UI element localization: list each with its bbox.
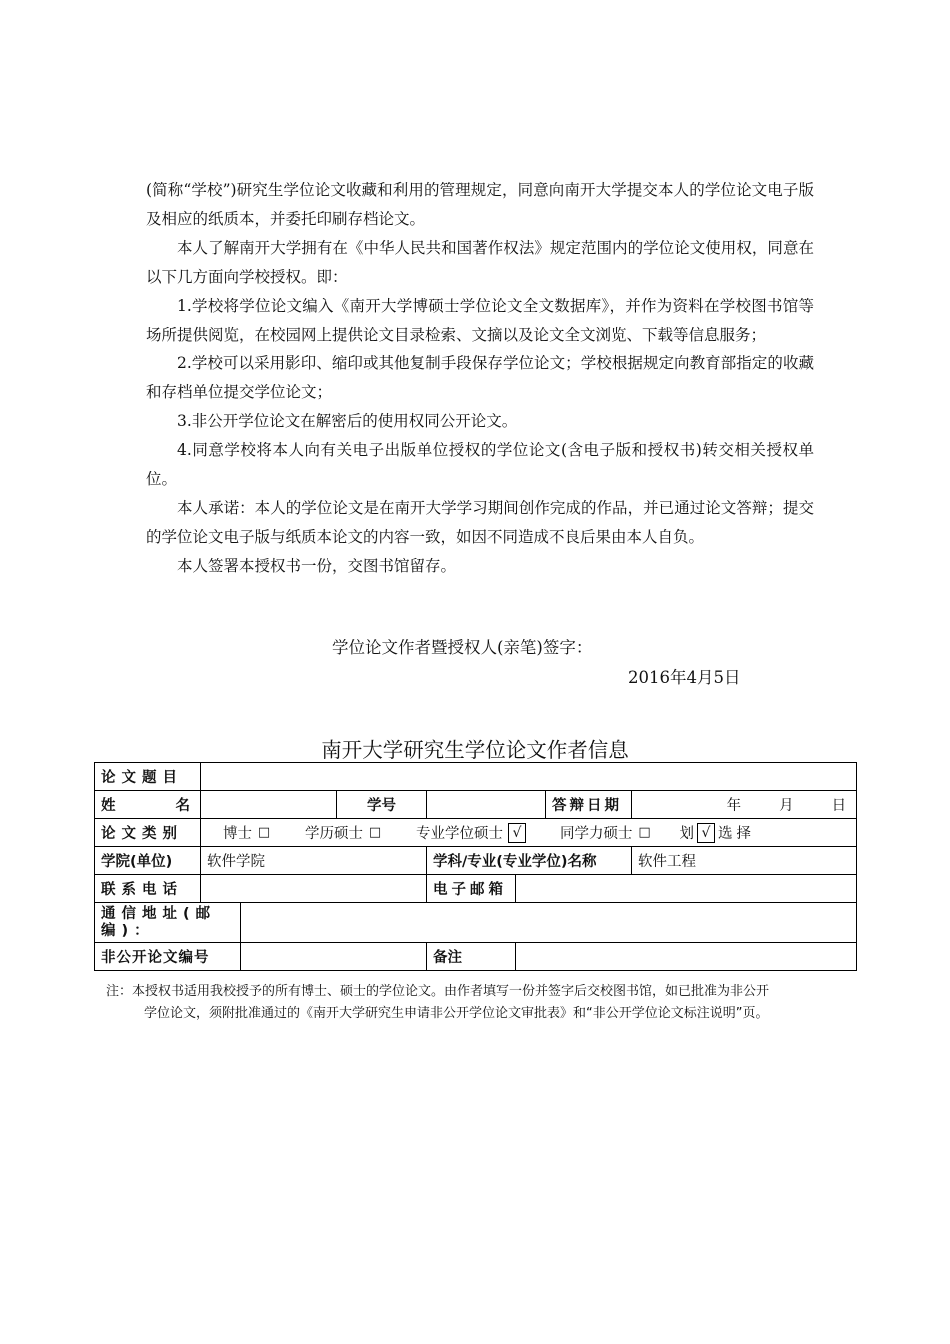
table-row	[95, 943, 857, 971]
option-equivalent[interactable]	[560, 822, 652, 843]
major-label: 学科/专业(专业学位)名称	[427, 847, 632, 875]
name-label	[95, 791, 201, 819]
paragraph: 本人了解南开大学拥有在《中华人民共和国著作权法》规定范围内的学位论文使用权，同意在以下几方面向学校授权。即：	[146, 238, 814, 286]
footnote-line-1: 注：本授权书适用我校授予的所有博士、硕士的学位论文。由作者填写一份并签字后交校图书馆，如已批准为非公开	[106, 984, 770, 999]
table-row	[95, 847, 857, 875]
remark-label: 备注	[427, 943, 516, 971]
instruction-part-2: 选择	[718, 826, 755, 842]
check-sample-icon: √	[697, 823, 715, 843]
checkbox-phd[interactable]: □	[257, 824, 271, 840]
checkbox-master[interactable]: □	[368, 824, 382, 840]
paragraph: 2.学校可以采用影印、缩印或其他复制手段保存学位论文；学校根据规定向教育部指定的收藏和存档单位提交学位论文；	[146, 354, 814, 402]
paragraph: 本人承诺：本人的学位论文是在南开大学学习期间创作完成的作品，并已通过论文答辩；提交的学位论文电子版与纸质本论文的内容一致，如因不同造成不良后果由本人自负。	[146, 498, 814, 546]
name-label-text: 姓 名	[101, 798, 190, 814]
nonpublic-id-label: 非公开论文编号	[95, 943, 241, 971]
thesis-title-field[interactable]	[201, 763, 857, 791]
table-row	[95, 791, 857, 819]
thesis-title-label: 论文题目	[95, 763, 201, 791]
paragraph: 3.非公开学位论文在解密后的使用权同公开论文。	[177, 412, 518, 431]
name-field[interactable]	[201, 791, 337, 819]
paragraph: 4.同意学校将本人向有关电子出版单位授权的学位论文(含电子版和授权书)转交相关授权单位。	[146, 441, 814, 489]
year-label: 年	[726, 798, 742, 814]
student-id-label: 学号	[337, 791, 427, 819]
option-equivalent-label: 同学力硕士	[560, 826, 633, 842]
category-options	[201, 819, 857, 847]
nonpublic-id-field[interactable]	[241, 943, 427, 971]
table-row	[95, 763, 857, 791]
instruction-part-1: 划	[679, 826, 694, 842]
table-title: 南开大学研究生学位论文作者信息	[321, 738, 629, 762]
email-field[interactable]	[516, 875, 857, 903]
signature-label: 学位论文作者暨授权人(亲笔)签字：	[332, 638, 593, 657]
author-info-table	[94, 762, 857, 971]
checkbox-professional-checked[interactable]: √	[508, 823, 526, 843]
table-row	[95, 903, 857, 943]
phone-field[interactable]	[201, 875, 427, 903]
footnote	[106, 981, 854, 1025]
checkbox-equivalent[interactable]: □	[638, 824, 651, 840]
category-label: 论文类别	[95, 819, 201, 847]
defense-date-label: 答辩日期	[546, 791, 632, 819]
address-field[interactable]	[241, 903, 857, 943]
paragraph: (简称“学校”)研究生学位论文收藏和利用的管理规定，同意向南开大学提交本人的学位论文电子版及相应的纸质本，并委托印刷存档论文。	[146, 181, 814, 228]
school-value[interactable]: 软件学院	[201, 847, 427, 875]
day-label: 日	[831, 798, 847, 814]
address-label: 通信地址(邮编)：	[95, 903, 241, 943]
major-value[interactable]: 软件工程	[632, 847, 857, 875]
remark-field[interactable]	[516, 943, 857, 971]
table-row	[95, 875, 857, 903]
option-master[interactable]	[305, 822, 382, 843]
signature-date: 2016年4月5日	[628, 668, 741, 687]
school-label: 学院(单位)	[95, 847, 201, 875]
option-master-label: 学历硕士	[305, 826, 363, 842]
phone-label: 联系电话	[95, 875, 201, 903]
option-professional-label: 专业学位硕士	[416, 826, 503, 842]
month-label: 月	[779, 798, 794, 814]
paragraph: 1.学校将学位论文编入《南开大学博硕士学位论文全文数据库》，并作为资料在学校图书馆等场所提供阅览，在校园网上提供论文目录检索、文摘以及论文全文浏览、下载等信息服务；	[146, 296, 814, 344]
table-row	[95, 819, 857, 847]
defense-date-field[interactable]	[632, 791, 857, 819]
option-phd-label: 博士	[223, 826, 252, 842]
student-id-field[interactable]	[427, 791, 546, 819]
check-instruction	[680, 822, 756, 843]
authorization-text	[146, 176, 814, 581]
option-professional[interactable]	[416, 822, 526, 843]
option-phd[interactable]	[223, 822, 271, 843]
footnote-line-2: 学位论文，须附批准通过的《南开大学研究生申请非公开学位论文审批表》和“非公开学位论文标注说明”页。	[144, 1006, 769, 1021]
paragraph: 本人签署本授权书一份，交图书馆留存。	[177, 556, 457, 575]
email-label: 电子邮箱	[427, 875, 516, 903]
